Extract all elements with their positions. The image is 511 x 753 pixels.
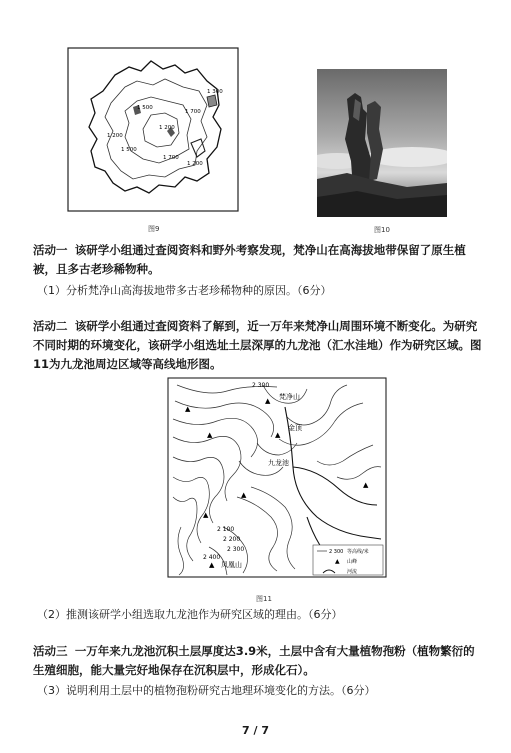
fig11-label-jinding: 金顶 bbox=[288, 424, 302, 432]
figure-11-caption: 图11 bbox=[256, 595, 272, 603]
fig11-contour-2100a: 2 100 bbox=[217, 526, 235, 533]
svg-text:▲: ▲ bbox=[185, 405, 191, 413]
activity-1-text: 该研学小组通过查阅资料和野外考察发现，梵净山在高海拔地带保留了原生植被，且多古老珍稀物种。 bbox=[33, 243, 466, 276]
svg-text:▲: ▲ bbox=[203, 511, 209, 519]
fig9-contour-label: 1 300 bbox=[207, 89, 223, 95]
fig11-contour-2400: 2 400 bbox=[203, 554, 221, 561]
fig11-label-jiulongchi: 九龙池 bbox=[268, 459, 289, 467]
figure-11-contour-map bbox=[167, 377, 387, 578]
activity-3-paragraph bbox=[33, 642, 485, 680]
fig11-legend-contour: 等高线/米 bbox=[347, 549, 369, 555]
fig11-legend-river: 河流 bbox=[347, 569, 358, 575]
figure-10-photo bbox=[317, 69, 447, 217]
svg-text:▲: ▲ bbox=[209, 561, 215, 569]
fig11-contour-2300b: 2 300 bbox=[227, 546, 245, 553]
fig11-contour-2200: 2 200 bbox=[223, 536, 241, 543]
question-2: （2）推测该研学小组选取九龙池作为研究区域的理由。（6分） bbox=[37, 608, 343, 621]
figure-10-caption: 图10 bbox=[374, 226, 390, 234]
figure-9-contour-map bbox=[67, 47, 239, 212]
question-3: （3）说明利用土层中的植物孢粉研究古地理环境变化的方法。（6分） bbox=[37, 684, 376, 697]
fig11-label-fanjingshan: 梵净山 bbox=[279, 393, 300, 401]
activity-3-text: 一万年来九龙池沉积土层厚度达3.9米，土层中含有大量植物孢粉（植物繁衍的生殖细胞，能大量完好地保存在沉积层中，形成化石）。 bbox=[33, 644, 475, 677]
question-1: （1）分析梵净山高海拔地带多古老珍稀物种的原因。（6分） bbox=[37, 284, 332, 297]
svg-text:▲: ▲ bbox=[207, 431, 213, 439]
fig9-contour-label: 1 700 bbox=[185, 109, 201, 115]
activity-2-title: 活动二 bbox=[33, 319, 68, 333]
svg-text:▲: ▲ bbox=[363, 481, 369, 489]
fig11-label-fenghuangshan: 凤凰山 bbox=[221, 561, 242, 569]
svg-text:▲: ▲ bbox=[241, 491, 247, 499]
svg-text:▲: ▲ bbox=[265, 397, 271, 405]
activity-3-title: 活动三 bbox=[33, 644, 68, 658]
activity-1-title: 活动一 bbox=[33, 243, 68, 257]
fig9-contour-label: 1 500 bbox=[121, 147, 137, 153]
fig9-contour-label: 1 700 bbox=[163, 155, 179, 161]
activity-1-paragraph bbox=[33, 241, 485, 279]
fig11-legend-peak: 山峰 bbox=[347, 559, 358, 565]
fig9-contour-label: 1 500 bbox=[137, 105, 153, 111]
svg-text:▲: ▲ bbox=[275, 431, 281, 439]
fig9-contour-label: 1 200 bbox=[187, 161, 203, 167]
fig11-legend-peak-symbol: ▲ bbox=[335, 558, 340, 565]
activity-2-text: 该研学小组通过查阅资料了解到，近一万年来梵净山周围环境不断变化。为研究不同时期的环境变化，该研学小组选址土层深厚的九龙池（汇水洼地）作为研究区域。图11为九龙池周边区域等高线地形图。 bbox=[33, 319, 482, 371]
figure-9-caption: 图9 bbox=[148, 225, 160, 233]
fig9-contour-label: 1 200 bbox=[159, 125, 175, 131]
fig9-contour-label: 1 200 bbox=[107, 133, 123, 139]
activity-2-paragraph bbox=[33, 317, 485, 374]
fig11-contour-2300: 2 300 bbox=[252, 382, 270, 389]
page-number: 7 / 7 bbox=[242, 724, 269, 737]
fig11-legend-contour-symbol: 2 300 bbox=[329, 549, 344, 555]
